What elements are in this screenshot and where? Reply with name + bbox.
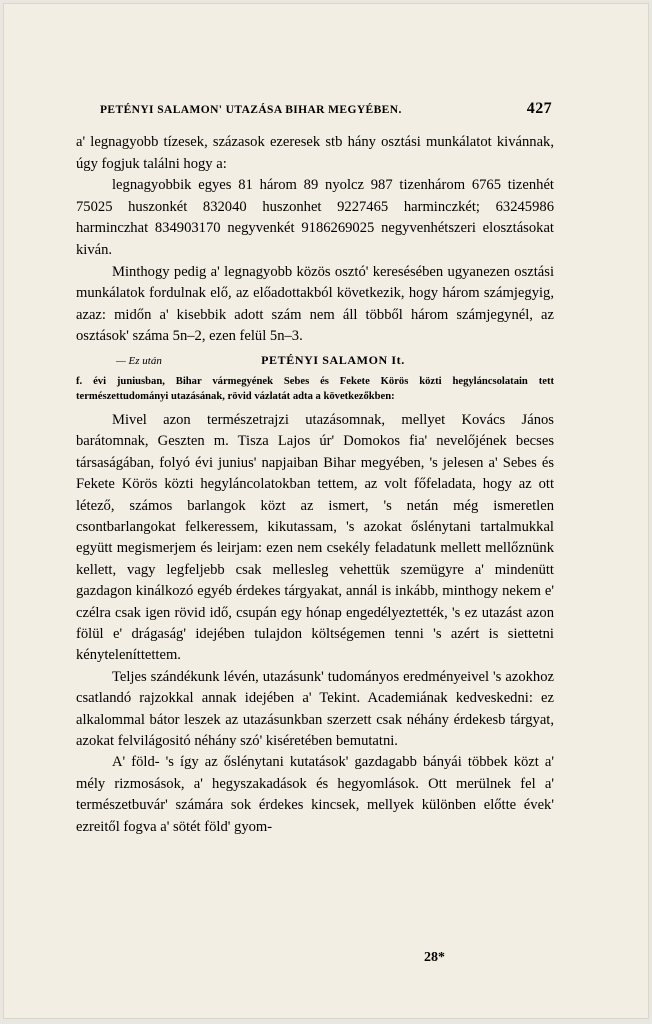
signature-note: — Ez után (116, 354, 162, 367)
section-subheading: f. évi juniusban, Bihar vármegyének Sebes és Fekete Körös közti hegyláncsolatain tett természettudományi utazásának, rövid vázlatát adta a következőkben: (76, 375, 554, 402)
text-block (76, 132, 554, 838)
running-head-title: PETÉNYI SALAMON' UTAZÁSA BIHAR MEGYÉBEN. (100, 104, 402, 116)
page-number: 427 (526, 100, 552, 117)
running-head (100, 100, 552, 122)
paragraph: Mivel azon természetrajzi utazásomnak, mellyet Kovács János barátomnak, Geszten m. Tisza Lajos úr' Domokos fia' nevelőjének becses társaságában, folyó évi junius' napjaiban Bihar megyében, 's jelesen a' Sebes és Fekete Körös közti hegyláncolatokban tettem, az volt főfeladata, hogy az ott létező, számos barlangok közt az ismert, 's netán még ismeretlen csontbarlangokat felkeressem, kikutassam, 's azokat őslénytani tartalmukkal együtt megismerjem és leirjam: ezen nem csekély feladatunk mellett mellőznünk kellett, vagy legfeljebb csak mellesleg vehettük szemügyre a' mindenütt gazdagon kinálkozó egyéb érdekes tárgyakat, annál is inkább, minthogy nekem e' czélra csak igen rövid idő, csupán egy hónap engedélyeztették, 's ez utazást azon fölül e' drágaság' idejében tulajdon költségemen tenni 's azért is siettetni kényteleníttettem. (76, 411, 554, 664)
body-text (76, 410, 554, 838)
document-page (4, 4, 648, 1018)
paragraph: Teljes szándékunk lévén, utazásunk' tudományos eredményeivel 's azokhoz csatlandó rajzokkal annak idejében a' Tekint. Academiának kedveskedni: ez alkalommal bátor leszek az utazásunkban szerzett csak néhány érdekesb tárgyat, azokat felvilágositó néhány szó' kiséretében bemutatni. (76, 668, 554, 750)
signature-name: PETÉNYI SALAMON It. (261, 352, 405, 367)
paragraph: Minthogy pedig a' legnagyobb közös osztó' keresésében ugyanezen osztási munkálatok fordulnak elő, az előadottakból következik, hogy három számjegyig, azaz: midőn a' kisebbik adott szám nem áll többől három számjegynél, az osztások' száma 5n–2, ezen felül 5n–3. (76, 263, 554, 345)
paragraph: legnagyobbik egyes 81 három 89 nyolcz 987 tizenhárom 6765 tizenhét 75025 huszonkét 832040 huszonhet 9227465 harminczkét; 63245986 harminczhat 834903170 negyvenkét 9186269025 negyvenhétszeri elosztásokat kiván. (76, 177, 554, 258)
signature-block (76, 351, 554, 370)
signature-mark: 28* (424, 950, 445, 965)
paragraph: A' föld- 's így az őslénytani kutatások' gazdagabb bányái többek közt a' mély rizmosások, a' hegyszakadások és hegyomlások. Ott merülnek fel a' természetbuvár' számára sok érdekes kincsek, mellyek különben előtte évek' ezreitől fogva a' sötét föld' gyom- (76, 754, 554, 835)
paragraph: a' legnagyobb tízesek, százasok ezeresek stb hány osztási munkálatot kivánnak, úgy fogjuk találni hogy a: (76, 134, 554, 172)
